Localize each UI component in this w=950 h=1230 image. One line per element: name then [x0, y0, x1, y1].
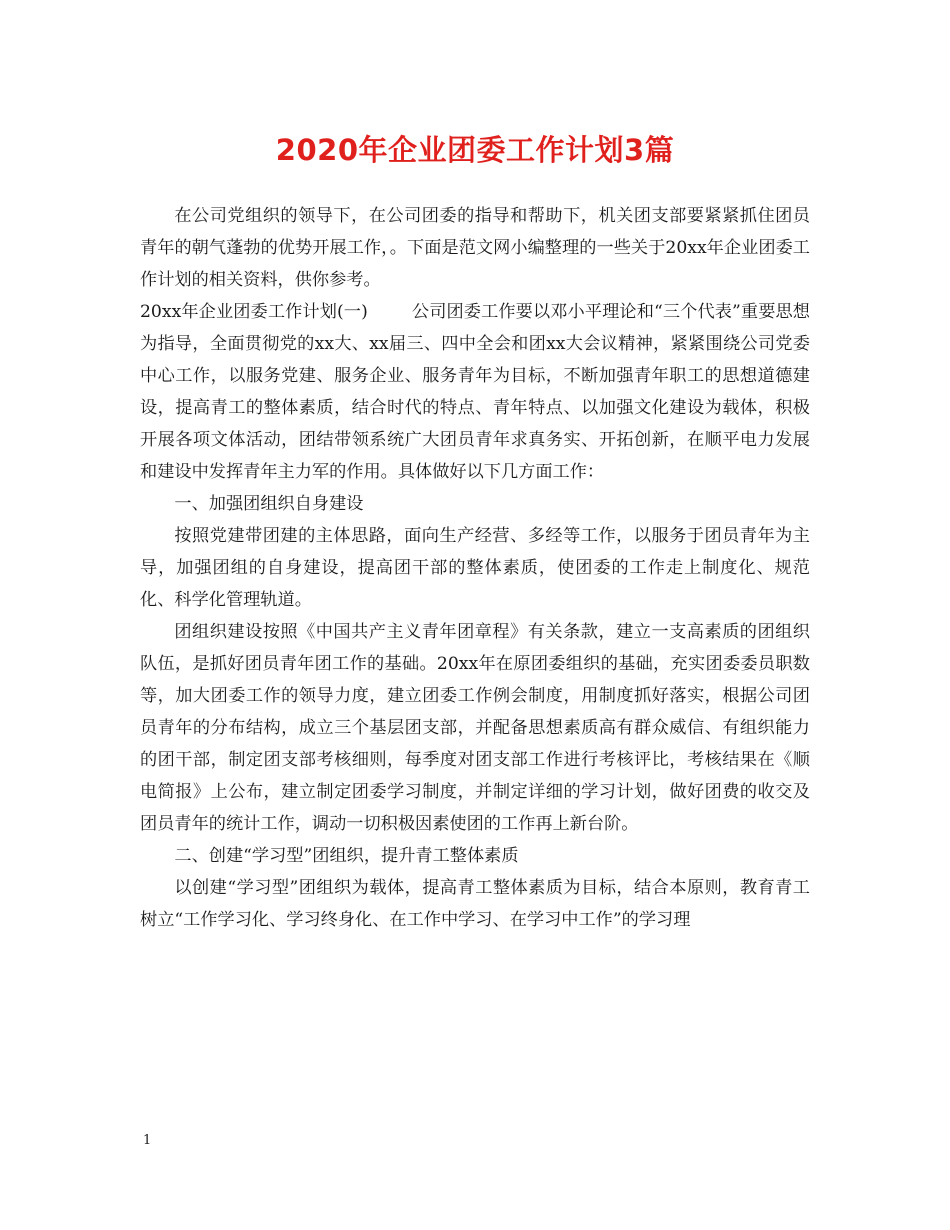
intro-paragraph: 在公司党组织的领导下，在公司团委的指导和帮助下，机关团支部要紧紧抓住团员青年的朝气蓬勃的优势开展工作，。下面是范文网小编整理的一些关于20xx年企业团委工作计划的相关资料，供你参考。: [140, 206, 810, 290]
document-body: [140, 200, 810, 936]
paragraph-3: 以创建“学习型”团组织为载体，提高青工整体素质为目标，结合本原则，教育青工树立“工作学习化、学习终身化、在工作中学习、在学习中工作”的学习理: [140, 878, 810, 930]
subheading-2: 二、创建“学习型”团组织，提升青工整体素质: [174, 846, 519, 866]
paragraph-2: 团组织建设按照《中国共产主义青年团章程》有关条款，建立一支高素质的团组织队伍，是抓好团员青年团工作的基础。20xx年在原团委组织的基础，充实团委委员职数等，加大团委工作的领导力度，建立团委工作例会制度，用制度抓好落实，根据公司团员青年的分布结构，成立三个基层团支部，并配备思想素质高有群众威信、有组织能力的团干部，制定团支部考核细则，每季度对团支部工作进行考核评比，考核结果在《顺电简报》上公布，建立制定团委学习制度，并制定详细的学习计划，做好团费的收交及团员青年的统计工作，调动一切积极因素使团的工作再上新台阶。: [140, 622, 810, 834]
page-number: 1: [143, 1133, 152, 1148]
paragraph-1: 按照党建带团建的主体思路，面向生产经营、多经等工作，以服务于团员青年为主导，加强团组的自身建设，提高团干部的整体素质，使团委的工作走上制度化、规范化、科学化管理轨道。: [140, 526, 810, 610]
document-title: 2020年企业团委工作计划3篇: [275, 133, 675, 167]
subheading-1: 一、加强团组织自身建设: [174, 494, 364, 514]
section-paragraph-text: 公司团委工作要以邓小平理论和“三个代表”重要思想为指导，全面贯彻党的xx大、xx届三、四中全会和团xx大会议精神，紧紧围绕公司党委中心工作，以服务党建、服务企业、服务青年为目标，不断加强青年职工的思想道德建设，提高青工的整体素质，结合时代的特点、青年特点、以加强文化建设为载体，积极开展各项文体活动，团结带领系统广大团员青年求真务实、开拓创新，在顺平电力发展和建设中发挥青年主力军的作用。具体做好以下几方面工作：: [140, 302, 810, 482]
section-paragraph: [140, 296, 810, 488]
section-heading: 20xx年企业团委工作计划(一): [140, 302, 368, 322]
